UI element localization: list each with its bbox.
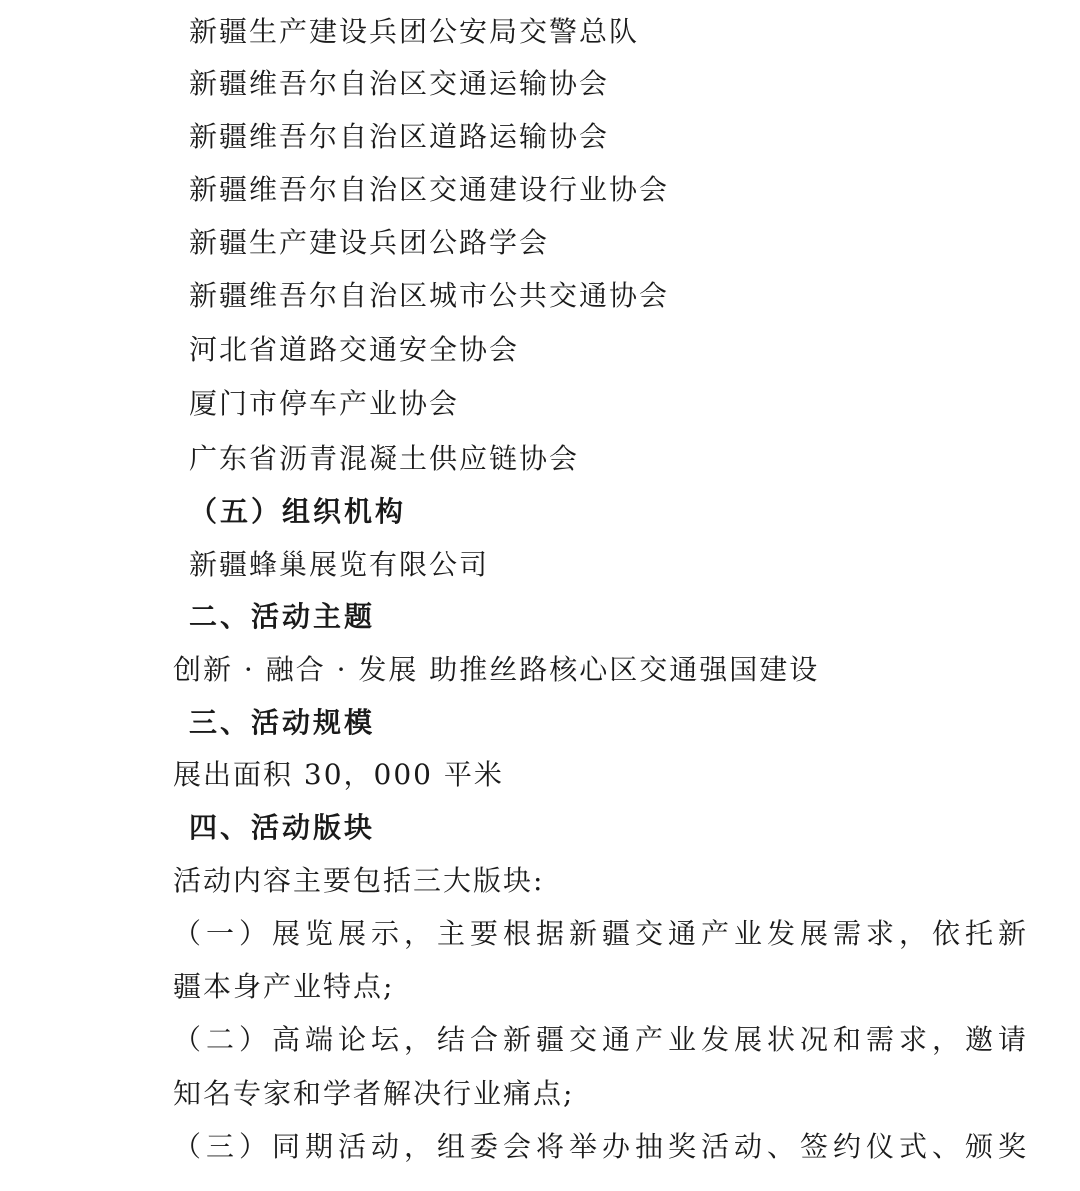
section-heading-blocks: 四、活动版块 — [189, 811, 376, 844]
theme-body: 创新 · 融合 · 发展 助推丝路核心区交通强国建设 — [173, 653, 820, 686]
block-item-1-line-2: 疆本身产业特点; — [173, 970, 395, 1003]
organizer-item: 新疆维吾尔自治区交通建设行业协会 — [189, 173, 670, 206]
block-item-2-line-1: （二）高端论坛，结合新疆交通产业发展状况和需求，邀请 — [173, 1023, 1032, 1056]
section-heading-scale: 三、活动规模 — [189, 706, 376, 739]
blocks-intro: 活动内容主要包括三大版块: — [173, 864, 545, 897]
organizer-item: 新疆生产建设兵团公路学会 — [189, 226, 550, 259]
organization-body: 新疆蜂巢展览有限公司 — [189, 548, 490, 581]
section-heading-organization: （五）组织机构 — [189, 495, 407, 528]
organizer-item: 新疆维吾尔自治区道路运输协会 — [189, 120, 610, 153]
block-item-2-line-2: 知名专家和学者解决行业痛点; — [173, 1077, 575, 1110]
section-heading-theme: 二、活动主题 — [189, 600, 376, 633]
organizer-item: 新疆生产建设兵团公安局交警总队 — [189, 15, 640, 48]
organizer-item: 广东省沥青混凝土供应链协会 — [189, 442, 580, 475]
organizer-item: 新疆维吾尔自治区交通运输协会 — [189, 67, 610, 100]
organizer-item: 河北省道路交通安全协会 — [189, 333, 520, 366]
block-item-1-line-1: （一）展览展示，主要根据新疆交通产业发展需求，依托新 — [173, 917, 1032, 950]
block-item-3-line-1: （三）同期活动，组委会将举办抽奖活动、签约仪式、颁奖 — [173, 1130, 1032, 1163]
organizer-item: 厦门市停车产业协会 — [189, 387, 460, 420]
organizer-item: 新疆维吾尔自治区城市公共交通协会 — [189, 279, 670, 312]
scale-body: 展出面积 30，000 平米 — [173, 758, 504, 791]
